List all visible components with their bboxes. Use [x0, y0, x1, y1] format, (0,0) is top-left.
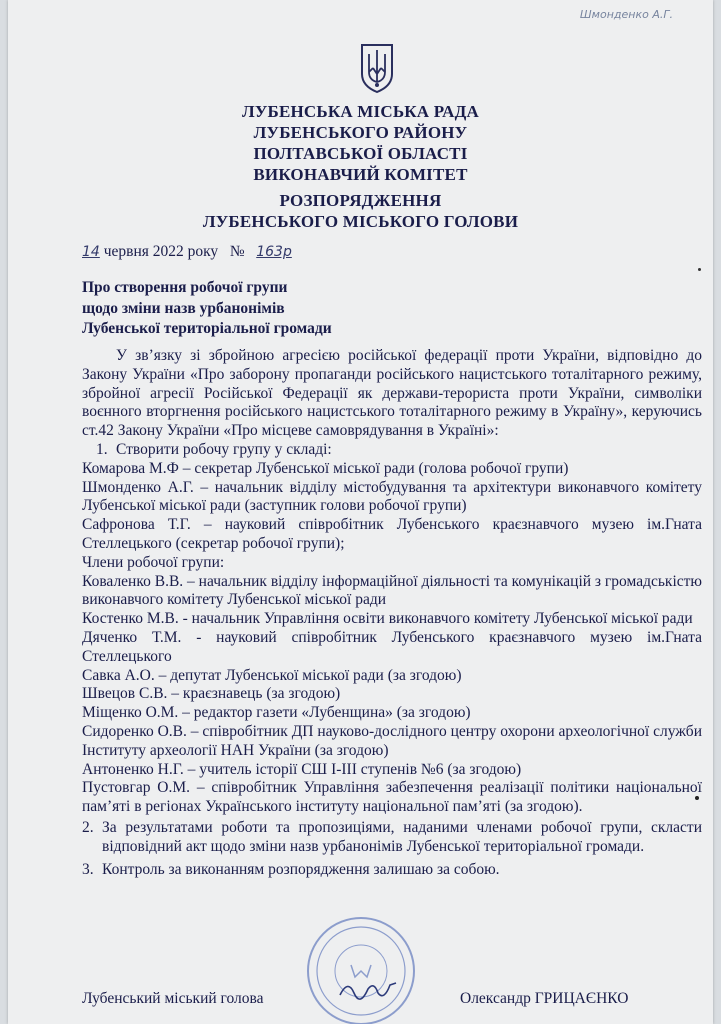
date-line	[82, 243, 292, 261]
official-stamp-icon	[305, 915, 417, 1024]
member-item: Пустовгар О.М. – співробітник Управління забезпечення реалізації політики національної пам’яті в регіонах Українського інституту національної пам’яті (за згодою).	[82, 779, 702, 816]
doc-type-line: ЛУБЕНСЬКОГО МІСЬКОГО ГОЛОВИ	[202, 212, 519, 231]
ink-dot	[695, 796, 699, 800]
point-1	[82, 441, 702, 460]
header-line: ПОЛТАВСЬКОЇ ОБЛАСТІ	[253, 144, 468, 163]
signer-name: Олександр ГРИЦАЄНКО	[460, 990, 629, 1007]
header-line: ЛУБЕНСЬКА МІСЬКА РАДА	[241, 102, 479, 121]
point-3	[82, 861, 702, 880]
subject-block	[82, 278, 332, 340]
point-number: 3.	[82, 860, 94, 878]
document-type	[8, 190, 713, 232]
council-header	[8, 101, 713, 185]
point-number: 1.	[96, 440, 108, 458]
point-2	[82, 819, 702, 857]
member-item: Савка А.О. – депутат Лубенської міської ради (за згодою)	[82, 666, 462, 684]
leader-item: Шмонденко А.Г. – начальник відділу містобудування та архітектури виконавчого комітету Лубенської міської ради (заступник голови робочої групи)	[82, 478, 702, 515]
point-text: Створити робочу групу у складі:	[116, 440, 332, 458]
member-item: Швецов С.В. – краєзнавець (за згодою)	[82, 685, 341, 703]
leader-item: Комарова М.Ф – секретар Лубенської міської ради (голова робочої групи)	[82, 459, 569, 477]
document-page	[8, 0, 713, 1024]
number-label: №	[229, 243, 245, 260]
point-number: 2.	[82, 818, 94, 836]
member-item: Сидоренко О.В. – співробітник ДП науково-дослідного центру охорони археологічної служби Інституту археології НАН України (за згодою)	[82, 722, 702, 759]
member-item: Коваленко В.В. – начальник відділу інформаційної діяльності та комунікацій з громадськістю виконавчого комітету Лубенської міської ради	[82, 572, 702, 609]
member-item: Антоненко Н.Г. – учитель історії СШ І-ІІІ ступенів №6 (за згодою)	[82, 760, 522, 778]
point-text: Контроль за виконанням розпорядження залишаю за собою.	[102, 860, 500, 878]
header-line: ЛУБЕНСЬКОГО РАЙОНУ	[253, 123, 468, 142]
signature-scribble-icon	[338, 975, 398, 1003]
body-text	[82, 347, 702, 879]
header-line: ВИКОНАВЧИЙ КОМІТЕТ	[253, 165, 468, 184]
subject-line: щодо зміни назв урбанонімів	[82, 299, 285, 317]
subject-line: Лубенської територіальної громади	[82, 320, 332, 337]
doc-type-line: РОЗПОРЯДЖЕННЯ	[279, 191, 442, 210]
point-text: За результатами роботи та пропозиціями, наданими членами робочої групи, скласти відповідний акт щодо зміни назв урбанонімів Лубенської територіальної громади.	[102, 818, 702, 855]
preamble: У зв’язку зі збройною агресією російської федерації проти України, відповідно до Закону України «Про заборону пропаганди російського нацистського тоталітарного режиму, збройної агресії Російської Федерації як держави-терориста проти України, символіки воєнного вторгнення російського нацистського тоталітарного режиму в Україну», керуючись ст.42 Закону України «Про місцеве самоврядування в Україні»:	[82, 347, 702, 440]
members-label: Члени робочої групи:	[82, 553, 225, 571]
doc-number: 163р	[256, 244, 292, 260]
handwritten-note: Шмонденко А.Г.	[579, 8, 673, 21]
member-item: Дяченко Т.М. - науковий співробітник Лубенського краєзнавчого музею ім.Гната Стеллецького	[82, 628, 702, 665]
leader-item: Сафронова Т.Г. – науковий співробітник Лубенського краєзнавчого музею ім.Гната Стеллецького (секретар робочої групи);	[82, 516, 702, 552]
ink-dot	[698, 268, 701, 271]
signer-position: Лубенський міський голова	[82, 990, 264, 1007]
member-item: Костенко М.В. - начальник Управління освіти виконавчого комітету Лубенської міської ради	[82, 610, 693, 628]
member-item: Міщенко О.М. – редактор газети «Лубенщина» (за згодою)	[82, 704, 471, 722]
date-month-year: червня 2022 року	[103, 243, 219, 260]
subject-line: Про створення робочої групи	[82, 279, 288, 296]
date-day: 14	[82, 244, 100, 260]
trident-emblem-icon	[358, 42, 396, 94]
